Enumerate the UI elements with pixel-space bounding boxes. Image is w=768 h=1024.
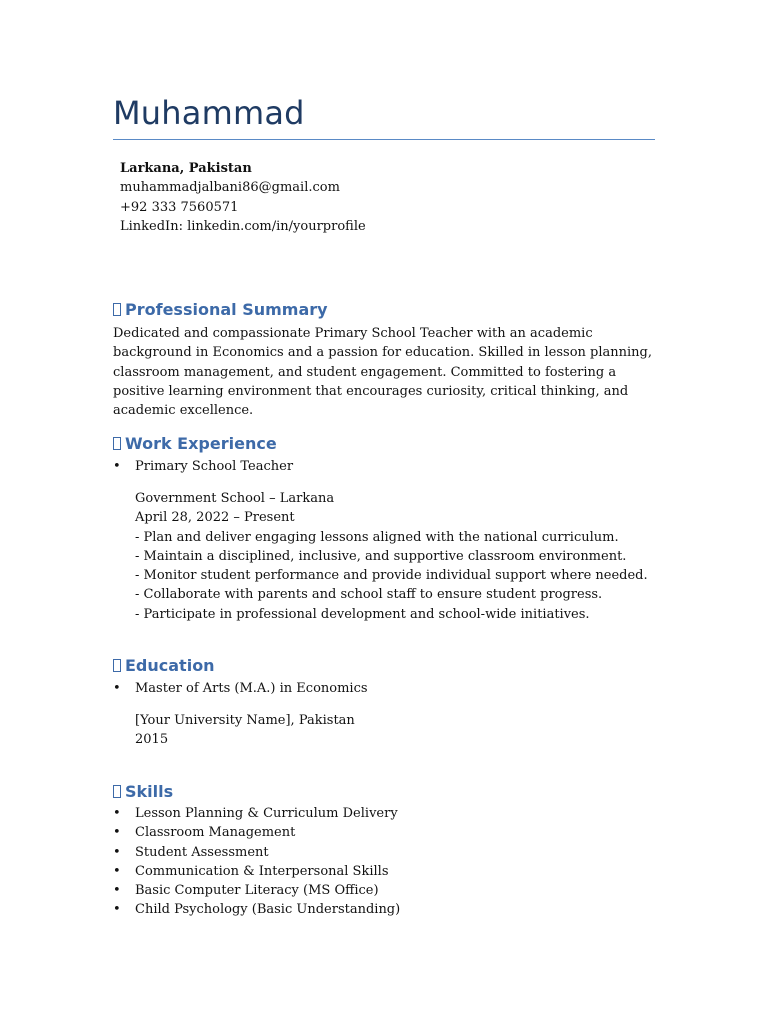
- experience-duty: - Monitor student performance and provide individual support where needed.: [135, 568, 648, 584]
- candidate-name: Muhammad: [113, 94, 305, 132]
- missing-glyph-icon: [113, 303, 121, 316]
- bullet-marker: •: [113, 863, 121, 879]
- education-details: [135, 711, 355, 750]
- contact-phone: +92 333 7560571: [120, 199, 239, 215]
- skill-label: Lesson Planning & Curriculum Delivery: [135, 806, 398, 821]
- bullet-marker: •: [113, 681, 121, 696]
- bullet-marker: •: [113, 844, 121, 860]
- contact-block: [120, 159, 366, 236]
- skill-label: Child Psychology (Basic Understanding): [135, 902, 401, 918]
- skill-label: Student Assessment: [135, 844, 269, 860]
- experience-details: [135, 489, 648, 624]
- bullet-marker: •: [113, 825, 121, 841]
- education-heading: [113, 656, 215, 675]
- experience-heading: [113, 434, 277, 453]
- skill-label: Communication & Interpersonal Skills: [135, 863, 389, 879]
- experience-dates: April 28, 2022 – Present: [135, 510, 295, 526]
- bullet-marker: •: [113, 459, 121, 474]
- experience-duty: - Plan and deliver engaging lessons aligned with the national curriculum.: [135, 529, 619, 545]
- contact-email: muhammadjalbani86@gmail.com: [120, 180, 340, 196]
- contact-linkedin: LinkedIn: linkedin.com/in/yourprofile: [120, 218, 366, 234]
- missing-glyph-icon: [113, 437, 121, 450]
- summary-text: Dedicated and compassionate Primary School Teacher with an academic background in Economics and a passion for education. Skilled in lesson planning, classroom management, and student engagement. Committed to fostering a positive learning environment that encourages curiosity, critical thinking, and academic excellence.: [113, 326, 652, 419]
- skills-heading-text: Skills: [125, 782, 174, 801]
- experience-duty: - Collaborate with parents and school staff to ensure student progress.: [135, 587, 603, 603]
- contact-location: Larkana, Pakistan: [120, 161, 252, 176]
- experience-employer: Government School – Larkana: [135, 491, 335, 506]
- education-year: 2015: [135, 732, 169, 748]
- education-institution: [Your University Name], Pakistan: [135, 713, 355, 728]
- bullet-marker: •: [113, 806, 121, 821]
- skill-label: Basic Computer Literacy (MS Office): [135, 883, 379, 899]
- experience-heading-text: Work Experience: [125, 434, 277, 453]
- experience-duty: - Maintain a disciplined, inclusive, and supportive classroom environment.: [135, 548, 627, 564]
- bullet-marker: •: [113, 902, 121, 918]
- skills-heading: [113, 782, 173, 801]
- education-degree: Master of Arts (M.A.) in Economics: [135, 681, 368, 696]
- missing-glyph-icon: [113, 785, 121, 798]
- bullet-marker: •: [113, 883, 121, 899]
- experience-duty: - Participate in professional development and school-wide initiatives.: [135, 606, 590, 622]
- education-heading-text: Education: [125, 656, 215, 675]
- missing-glyph-icon: [113, 659, 121, 672]
- summary-heading-text: Professional Summary: [125, 300, 328, 319]
- skill-label: Classroom Management: [135, 825, 296, 841]
- header-divider: [113, 139, 655, 140]
- experience-role: Primary School Teacher: [135, 459, 294, 474]
- summary-heading: [113, 300, 328, 319]
